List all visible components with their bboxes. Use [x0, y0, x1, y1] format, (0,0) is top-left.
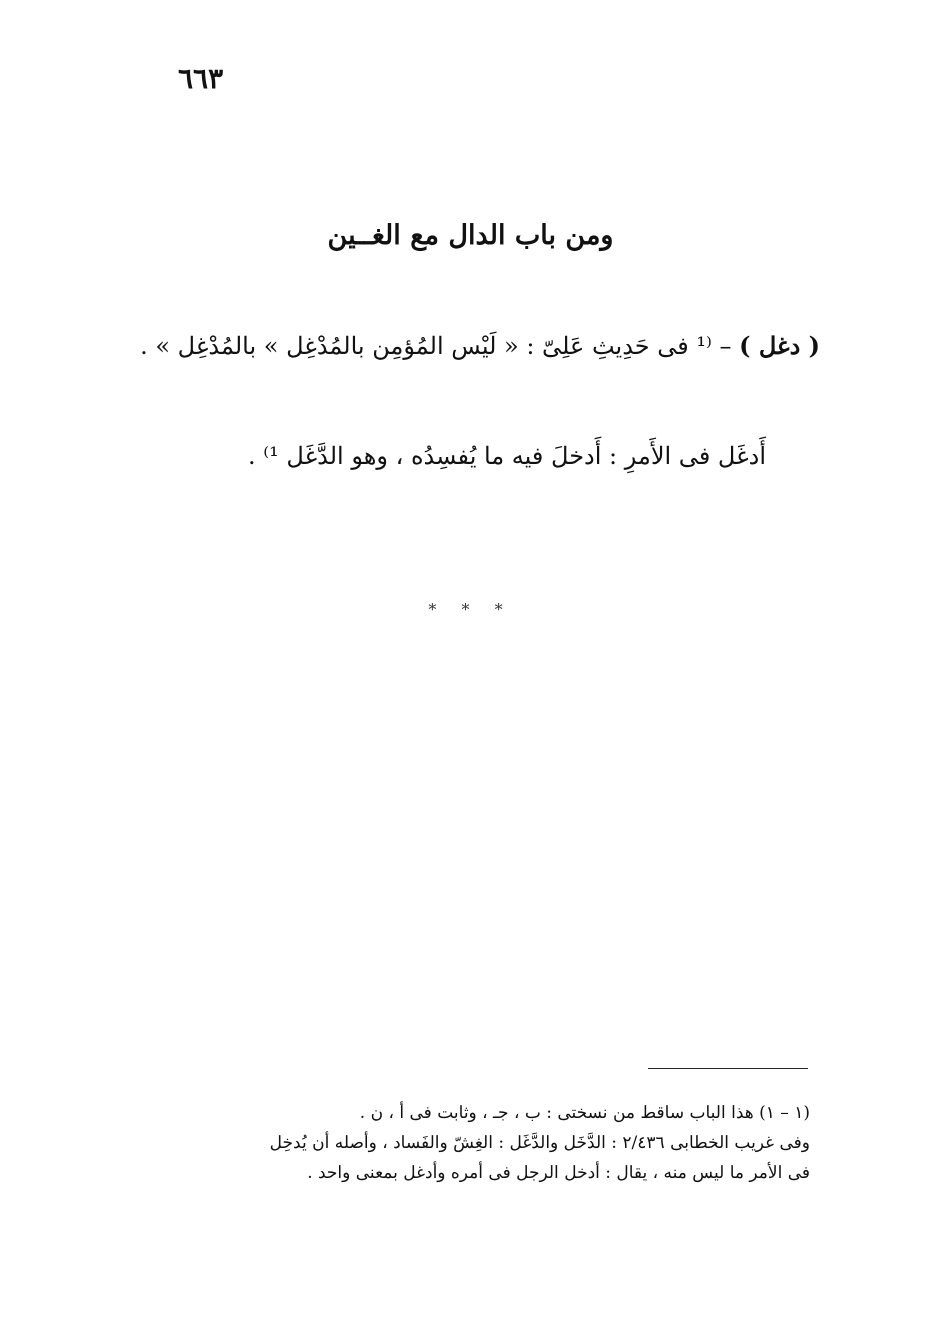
- section-separator: * * *: [428, 600, 513, 619]
- footnote-line: وفى غريب الخطابى ٢/٤٣٦ : الدَّخَل والدَّغَل : الغِشّ والفَساد ، وأصله أن يُدخِل: [269, 1133, 810, 1153]
- page-number: ٦٦٣: [178, 62, 224, 95]
- footnote-line: (١ – ١) هذا الباب ساقط من نسختى : ب ، جـ ، وثابت فى أ ، ن .: [359, 1103, 810, 1123]
- entry-text: أَدغَل فى الأَمرِ : أَدخلَ فيه ما يُفسِدُه ، وهو الدَّغَل ¹⁾ .: [247, 442, 766, 470]
- dictionary-entry-definition: [146, 430, 766, 482]
- chapter-title: ومن باب الدال مع الغــين: [327, 220, 614, 251]
- entry-text: – ⁽¹ فى حَدِيثِ عَلِىّ : « لَيْس المُؤمِن بالمُدْغِل » بالمُدْغِل » .: [140, 332, 740, 360]
- footnotes: [140, 1098, 810, 1188]
- footnote-line: فى الأمر ما ليس منه ، يقال : أدخل الرجل فى أمره وأدغل بمعنى واحد .: [307, 1163, 810, 1183]
- footnote-divider: [648, 1068, 808, 1069]
- dictionary-entry: [140, 320, 820, 372]
- entry-headword: ( دغل ): [739, 331, 820, 360]
